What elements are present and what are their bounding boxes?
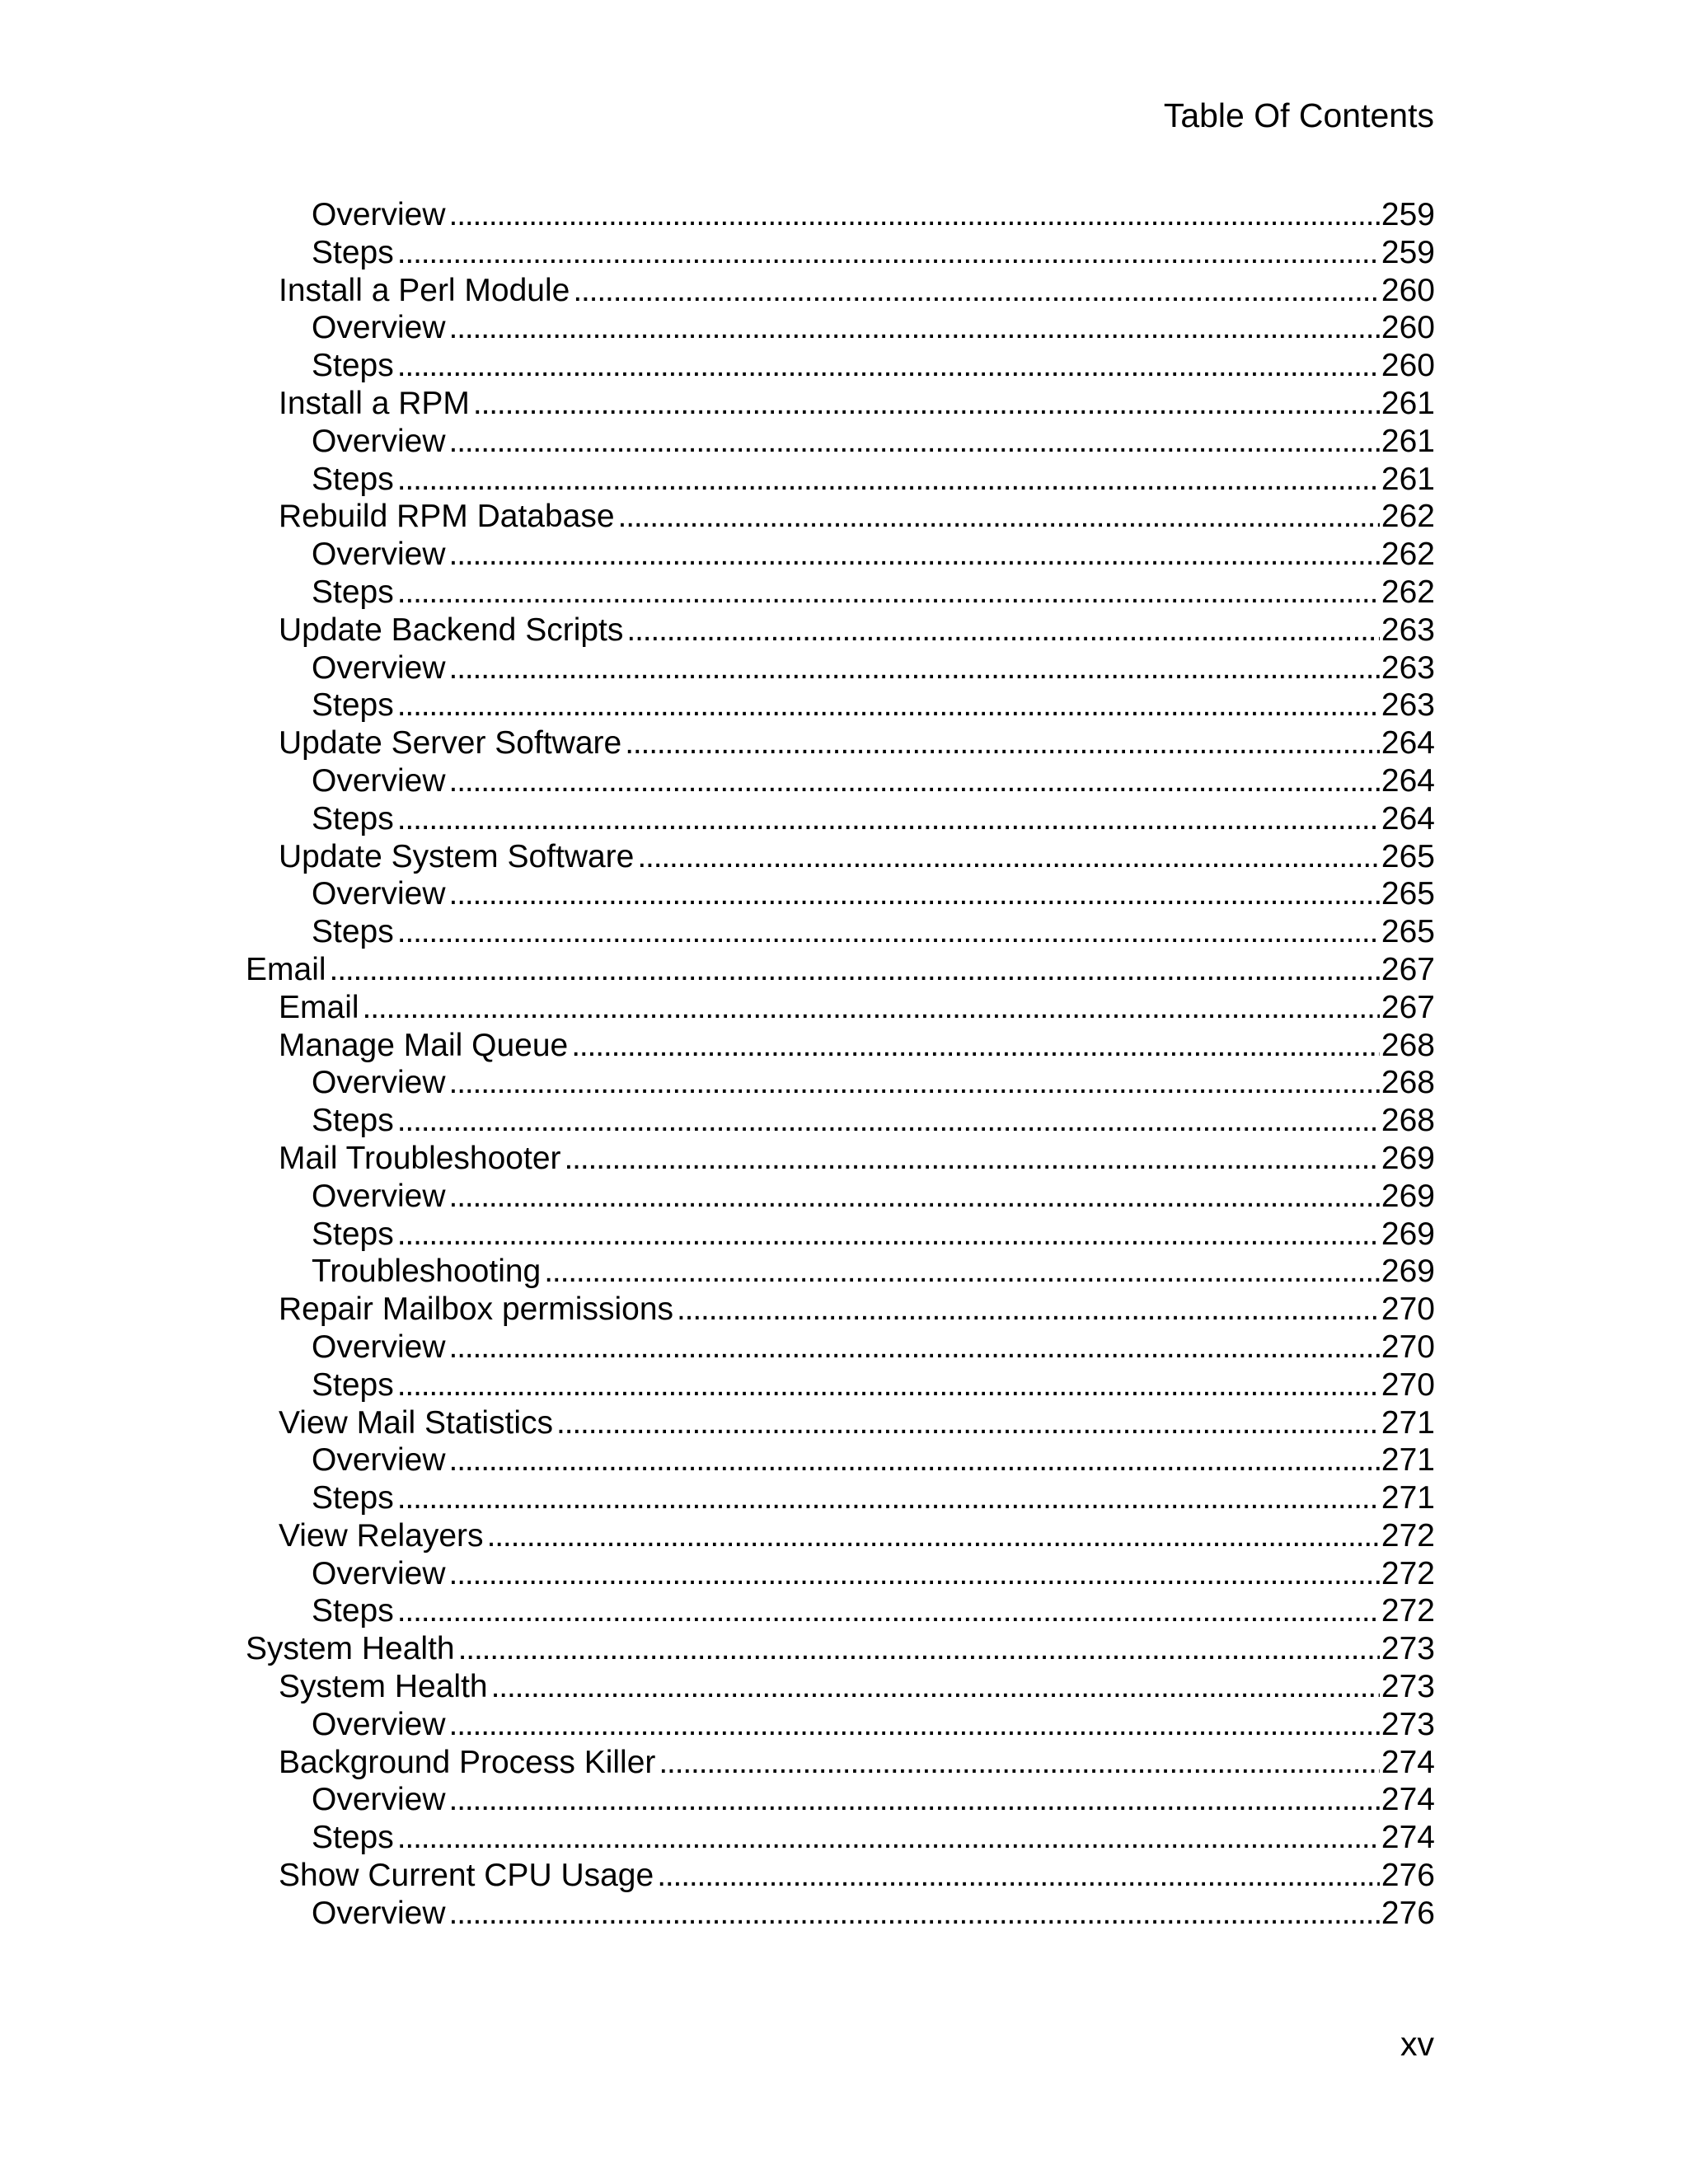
toc-dot-leader bbox=[397, 1366, 1380, 1404]
toc-entry-title: Show Current CPU Usage bbox=[279, 1858, 654, 1894]
toc-entry-title: Manage Mail Queue bbox=[279, 1027, 569, 1063]
toc-entry-title: System Health bbox=[246, 1631, 455, 1667]
toc-entry-page: 268 bbox=[1381, 1103, 1435, 1139]
toc-entry-title: Overview bbox=[312, 310, 446, 346]
toc-dot-leader bbox=[657, 1857, 1380, 1895]
toc-entry-page: 260 bbox=[1381, 272, 1435, 308]
toc-entry-page: 264 bbox=[1381, 725, 1435, 762]
toc-entry-title: Update System Software bbox=[279, 838, 635, 874]
toc-dot-leader bbox=[397, 800, 1380, 838]
toc-entry-page: 265 bbox=[1381, 876, 1435, 912]
toc-entry-page: 272 bbox=[1381, 1593, 1435, 1629]
table-of-contents bbox=[246, 196, 1435, 1933]
toc-entry[interactable] bbox=[246, 875, 1435, 913]
toc-entry-title: Overview bbox=[312, 1065, 446, 1101]
toc-entry[interactable] bbox=[246, 1630, 1435, 1668]
toc-entry[interactable] bbox=[246, 1253, 1435, 1291]
toc-entry[interactable] bbox=[246, 1592, 1435, 1630]
toc-dot-leader bbox=[449, 196, 1380, 234]
toc-dot-leader bbox=[449, 1781, 1380, 1819]
toc-entry-page: 265 bbox=[1381, 914, 1435, 950]
toc-dot-leader bbox=[363, 989, 1380, 1027]
toc-entry-page: 259 bbox=[1381, 197, 1435, 232]
toc-entry[interactable] bbox=[246, 423, 1435, 461]
toc-entry[interactable] bbox=[246, 196, 1435, 234]
toc-entry-page: 267 bbox=[1381, 951, 1435, 987]
toc-dot-leader bbox=[397, 913, 1380, 951]
toc-entry[interactable] bbox=[246, 1064, 1435, 1102]
toc-entry-title: Steps bbox=[312, 1820, 394, 1856]
toc-dot-leader bbox=[571, 1027, 1380, 1065]
toc-entry[interactable] bbox=[246, 1479, 1435, 1517]
toc-entry-title: Overview bbox=[312, 423, 446, 459]
toc-dot-leader bbox=[449, 1441, 1380, 1479]
toc-entry[interactable] bbox=[246, 309, 1435, 347]
toc-entry[interactable] bbox=[246, 913, 1435, 951]
toc-entry-title: Overview bbox=[312, 1782, 446, 1818]
toc-entry-title: Install a RPM bbox=[279, 385, 470, 421]
toc-entry[interactable] bbox=[246, 1441, 1435, 1479]
toc-dot-leader bbox=[397, 1479, 1380, 1517]
toc-dot-leader bbox=[397, 1216, 1380, 1254]
toc-entry-page: 273 bbox=[1381, 1631, 1435, 1667]
toc-dot-leader bbox=[573, 272, 1380, 310]
toc-entry[interactable] bbox=[246, 1216, 1435, 1254]
toc-entry-title: Overview bbox=[312, 1895, 446, 1931]
toc-entry-title: Steps bbox=[312, 1366, 394, 1403]
toc-entry-page: 274 bbox=[1381, 1744, 1435, 1780]
toc-entry[interactable] bbox=[246, 1329, 1435, 1366]
toc-entry[interactable] bbox=[246, 1291, 1435, 1329]
toc-entry[interactable] bbox=[246, 838, 1435, 876]
toc-entry-title: Steps bbox=[312, 574, 394, 610]
toc-dot-leader bbox=[487, 1517, 1380, 1555]
toc-entry-page: 260 bbox=[1381, 310, 1435, 346]
toc-dot-leader bbox=[449, 762, 1380, 800]
toc-dot-leader bbox=[473, 385, 1380, 423]
toc-entry-page: 276 bbox=[1381, 1858, 1435, 1894]
toc-entry-page: 260 bbox=[1381, 348, 1435, 384]
toc-entry-title: Troubleshooting bbox=[312, 1254, 542, 1290]
toc-entry[interactable] bbox=[246, 272, 1435, 310]
toc-dot-leader bbox=[565, 1140, 1380, 1178]
toc-entry-page: 268 bbox=[1381, 1065, 1435, 1101]
toc-entry-title: Steps bbox=[312, 914, 394, 950]
toc-entry-title: Background Process Killer bbox=[279, 1744, 656, 1780]
toc-entry[interactable] bbox=[246, 1857, 1435, 1895]
toc-entry-title: Steps bbox=[312, 800, 394, 837]
toc-entry-title: Steps bbox=[312, 461, 394, 497]
toc-dot-leader bbox=[458, 1630, 1380, 1668]
toc-entry-page: 274 bbox=[1381, 1820, 1435, 1856]
toc-entry[interactable] bbox=[246, 1102, 1435, 1140]
toc-entry[interactable] bbox=[246, 1744, 1435, 1782]
toc-entry-title: Email bbox=[246, 951, 326, 987]
toc-entry-page: 259 bbox=[1381, 234, 1435, 270]
toc-entry-page: 272 bbox=[1381, 1555, 1435, 1591]
toc-entry[interactable] bbox=[246, 1781, 1435, 1819]
toc-entry-page: 262 bbox=[1381, 499, 1435, 535]
toc-entry-title: Install a Perl Module bbox=[279, 272, 570, 308]
toc-entry-page: 269 bbox=[1381, 1140, 1435, 1176]
toc-entry-page: 270 bbox=[1381, 1366, 1435, 1403]
toc-entry-page: 263 bbox=[1381, 649, 1435, 686]
toc-entry[interactable] bbox=[246, 1517, 1435, 1555]
toc-dot-leader bbox=[397, 574, 1380, 612]
toc-entry-title: Overview bbox=[312, 1329, 446, 1365]
toc-dot-leader bbox=[397, 461, 1380, 499]
toc-entry-page: 270 bbox=[1381, 1329, 1435, 1365]
toc-entry-title: Steps bbox=[312, 1216, 394, 1252]
toc-entry-title: Overview bbox=[312, 1706, 446, 1742]
toc-entry-page: 273 bbox=[1381, 1669, 1435, 1705]
toc-entry-page: 269 bbox=[1381, 1178, 1435, 1214]
toc-dot-leader bbox=[556, 1404, 1380, 1442]
toc-entry[interactable] bbox=[246, 649, 1435, 687]
toc-dot-leader bbox=[397, 687, 1380, 724]
toc-dot-leader bbox=[397, 1592, 1380, 1630]
toc-entry[interactable] bbox=[246, 762, 1435, 800]
toc-dot-leader bbox=[637, 838, 1380, 876]
toc-entry-page: 271 bbox=[1381, 1480, 1435, 1516]
toc-entry-title: Overview bbox=[312, 1178, 446, 1214]
toc-entry[interactable] bbox=[246, 1140, 1435, 1178]
toc-entry-title: Overview bbox=[312, 649, 446, 686]
toc-entry-title: Steps bbox=[312, 348, 394, 384]
toc-entry-title: Steps bbox=[312, 687, 394, 724]
toc-dot-leader bbox=[449, 649, 1380, 687]
toc-entry-title: Overview bbox=[312, 762, 446, 799]
toc-entry[interactable] bbox=[246, 385, 1435, 423]
page-header-title: Table Of Contents bbox=[1163, 96, 1434, 134]
toc-dot-leader bbox=[491, 1668, 1380, 1706]
toc-entry-title: Overview bbox=[312, 1555, 446, 1591]
toc-entry-title: Steps bbox=[312, 1480, 394, 1516]
toc-entry-title: Overview bbox=[312, 537, 446, 573]
toc-entry[interactable] bbox=[246, 1895, 1435, 1933]
toc-dot-leader bbox=[397, 234, 1380, 272]
toc-dot-leader bbox=[659, 1744, 1380, 1782]
toc-entry-title: Overview bbox=[312, 876, 446, 912]
toc-dot-leader bbox=[330, 951, 1380, 989]
toc-dot-leader bbox=[677, 1291, 1380, 1329]
toc-dot-leader bbox=[449, 1329, 1380, 1366]
toc-entry-title: Repair Mailbox permissions bbox=[279, 1291, 674, 1328]
toc-entry-page: 263 bbox=[1381, 612, 1435, 648]
toc-entry-page: 261 bbox=[1381, 461, 1435, 497]
toc-entry[interactable] bbox=[246, 951, 1435, 989]
toc-entry-page: 271 bbox=[1381, 1404, 1435, 1441]
toc-entry[interactable] bbox=[246, 1027, 1435, 1065]
toc-entry-page: 269 bbox=[1381, 1216, 1435, 1252]
toc-entry-title: Update Backend Scripts bbox=[279, 612, 624, 648]
toc-entry-page: 262 bbox=[1381, 574, 1435, 610]
toc-entry-page: 273 bbox=[1381, 1706, 1435, 1742]
toc-entry[interactable] bbox=[246, 574, 1435, 612]
toc-entry[interactable] bbox=[246, 498, 1435, 536]
toc-dot-leader bbox=[626, 612, 1380, 649]
toc-dot-leader bbox=[625, 724, 1380, 762]
toc-entry[interactable] bbox=[246, 1819, 1435, 1857]
toc-entry[interactable] bbox=[246, 687, 1435, 724]
toc-entry[interactable] bbox=[246, 800, 1435, 838]
toc-entry-title: Steps bbox=[312, 1103, 394, 1139]
toc-dot-leader bbox=[449, 423, 1380, 461]
toc-dot-leader bbox=[449, 536, 1380, 574]
toc-entry-page: 265 bbox=[1381, 838, 1435, 874]
toc-dot-leader bbox=[449, 1895, 1380, 1933]
toc-entry-page: 270 bbox=[1381, 1291, 1435, 1328]
toc-dot-leader bbox=[544, 1253, 1380, 1291]
toc-entry-title: Rebuild RPM Database bbox=[279, 499, 615, 535]
toc-entry[interactable] bbox=[246, 612, 1435, 649]
toc-entry-page: 268 bbox=[1381, 1027, 1435, 1063]
toc-dot-leader bbox=[397, 1102, 1380, 1140]
toc-entry-page: 269 bbox=[1381, 1254, 1435, 1290]
toc-dot-leader bbox=[449, 1064, 1380, 1102]
toc-entry-title: Overview bbox=[312, 197, 446, 232]
toc-dot-leader bbox=[449, 1706, 1380, 1744]
toc-entry[interactable] bbox=[246, 1178, 1435, 1216]
toc-dot-leader bbox=[449, 1555, 1380, 1593]
toc-entry-title: View Mail Statistics bbox=[279, 1404, 554, 1441]
toc-entry-title: Email bbox=[279, 989, 359, 1025]
toc-dot-leader bbox=[397, 347, 1380, 385]
toc-entry-page: 261 bbox=[1381, 423, 1435, 459]
toc-entry[interactable] bbox=[246, 1366, 1435, 1404]
toc-entry[interactable] bbox=[246, 1404, 1435, 1442]
toc-entry-page: 262 bbox=[1381, 537, 1435, 573]
page-number: xv bbox=[1400, 2025, 1434, 2063]
toc-entry-title: Overview bbox=[312, 1442, 446, 1479]
toc-entry-page: 264 bbox=[1381, 800, 1435, 837]
toc-entry[interactable] bbox=[246, 461, 1435, 499]
toc-entry[interactable] bbox=[246, 536, 1435, 574]
toc-entry-title: Update Server Software bbox=[279, 725, 622, 762]
toc-entry-title: Steps bbox=[312, 1593, 394, 1629]
toc-entry-page: 267 bbox=[1381, 989, 1435, 1025]
toc-entry[interactable] bbox=[246, 989, 1435, 1027]
toc-entry[interactable] bbox=[246, 1555, 1435, 1593]
toc-entry-title: View Relayers bbox=[279, 1517, 484, 1554]
toc-entry[interactable] bbox=[246, 724, 1435, 762]
toc-entry-page: 276 bbox=[1381, 1895, 1435, 1931]
toc-entry-page: 274 bbox=[1381, 1782, 1435, 1818]
toc-entry-page: 271 bbox=[1381, 1442, 1435, 1479]
toc-entry-page: 261 bbox=[1381, 385, 1435, 421]
toc-entry-page: 263 bbox=[1381, 687, 1435, 724]
toc-dot-leader bbox=[449, 875, 1380, 913]
toc-entry[interactable] bbox=[246, 347, 1435, 385]
toc-dot-leader bbox=[618, 498, 1380, 536]
toc-entry-title: System Health bbox=[279, 1669, 488, 1705]
toc-entry[interactable] bbox=[246, 234, 1435, 272]
toc-entry-title: Mail Troubleshooter bbox=[279, 1140, 561, 1176]
toc-entry[interactable] bbox=[246, 1668, 1435, 1706]
toc-entry-page: 264 bbox=[1381, 762, 1435, 799]
toc-entry[interactable] bbox=[246, 1706, 1435, 1744]
toc-entry-title: Steps bbox=[312, 234, 394, 270]
toc-dot-leader bbox=[449, 1178, 1380, 1216]
toc-dot-leader bbox=[449, 309, 1380, 347]
toc-dot-leader bbox=[397, 1819, 1380, 1857]
toc-entry-page: 272 bbox=[1381, 1517, 1435, 1554]
